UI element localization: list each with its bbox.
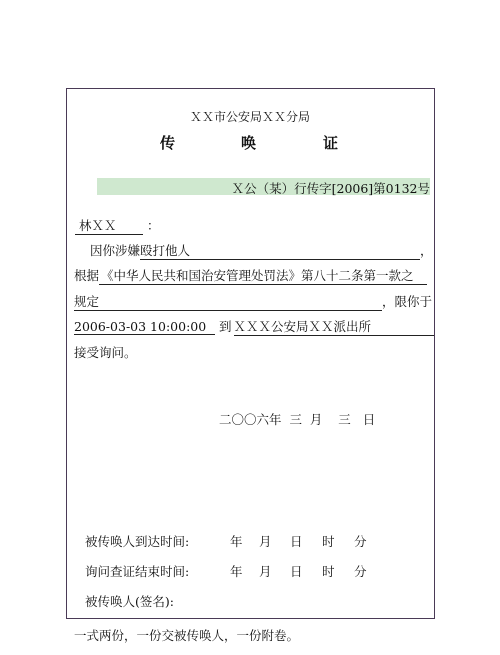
- reason-line: [90, 241, 433, 260]
- time-place-line: [74, 317, 434, 336]
- basis-cont-line: [74, 292, 432, 311]
- arrival-minute-unit: 分: [354, 534, 367, 549]
- reason-end: ，: [420, 243, 433, 258]
- arrival-time-label: 被传唤人到达时间:: [85, 534, 190, 549]
- end-minute-unit: 分: [354, 564, 367, 579]
- arrival-month-unit: 月: [259, 534, 272, 549]
- basis-cont-field: 规定: [74, 292, 382, 311]
- end-month-unit: 月: [259, 564, 272, 579]
- basis-field: 《中华人民共和国治安管理处罚法》第八十二条第一款之: [99, 266, 427, 285]
- arrival-hour-unit: 时: [322, 534, 335, 549]
- issuing-agency: ＸＸ市公安局ＸＸ分局: [189, 110, 310, 124]
- addressee-name: 林ＸＸ: [75, 216, 143, 235]
- place-field: ＸＸＸ公安局ＸＸ派出所: [234, 317, 434, 336]
- reason-field: 殴打他人: [140, 241, 420, 260]
- signature-label: 被传唤人(签名):: [85, 594, 174, 609]
- end-year-unit: 年: [230, 564, 243, 579]
- limit-text: ，限你于: [382, 294, 433, 309]
- reason-prefix: 因你涉嫌: [90, 243, 141, 258]
- basis-prefix: 根据: [74, 268, 100, 283]
- arrival-day-unit: 日: [290, 534, 303, 549]
- to-label: 到: [219, 319, 232, 334]
- addressee-colon: ：: [147, 218, 160, 233]
- issue-date: 二〇〇六年 三 月 三 日: [219, 412, 376, 427]
- footer-note: 一式两份，一份交被传唤人，一份附卷。: [74, 628, 300, 643]
- datetime-field: 2006-03-03 10:00:00: [74, 319, 215, 335]
- title-char-1: 传: [160, 134, 176, 152]
- closing-text: 接受询问。: [74, 345, 137, 360]
- end-time-label: 询问查证结束时间:: [85, 564, 190, 579]
- title-char-2: 唤: [241, 134, 257, 152]
- arrival-year-unit: 年: [230, 534, 243, 549]
- end-hour-unit: 时: [322, 564, 335, 579]
- basis-line: [74, 266, 427, 285]
- addressee-line: [75, 216, 160, 235]
- doc-number: Ｘ公（某）行传字[2006]第0132号: [231, 181, 430, 196]
- end-day-unit: 日: [290, 564, 303, 579]
- title-char-3: 证: [323, 134, 339, 152]
